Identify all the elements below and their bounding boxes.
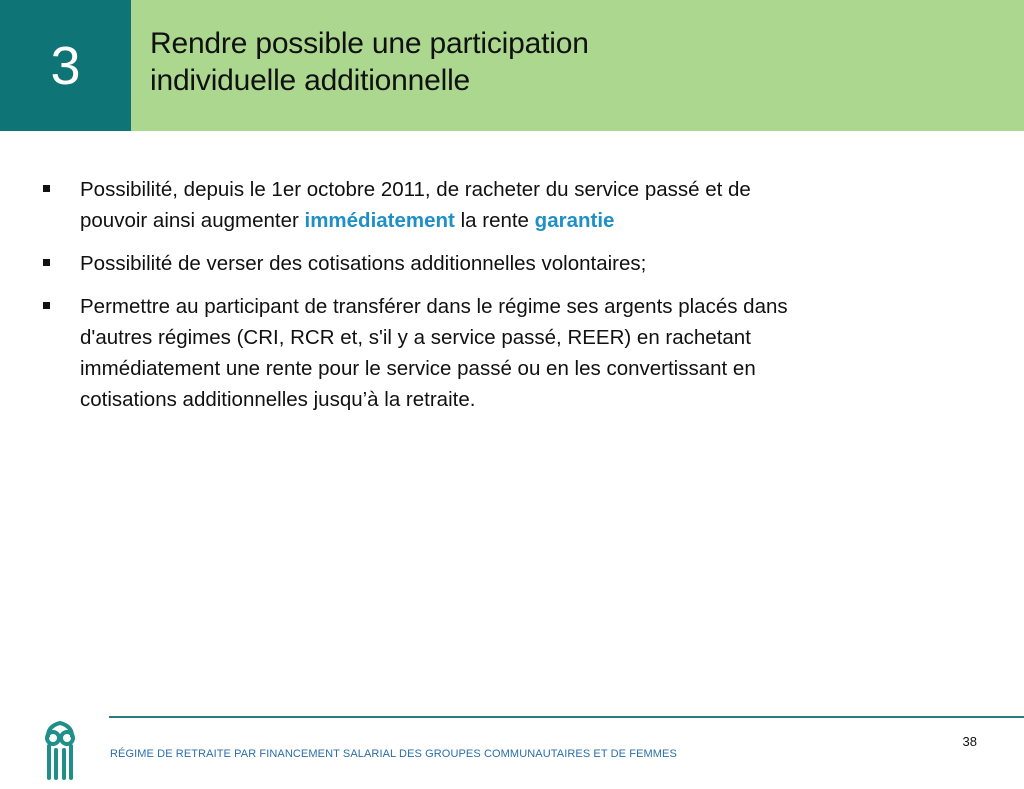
- section-number: 3: [50, 35, 81, 96]
- bullet-1-text-pre: pouvoir ainsi augmenter: [80, 209, 305, 232]
- bullet-1-line-1: Possibilité, depuis le 1er octobre 2011, de racheter du service passé et de: [80, 178, 751, 201]
- footer-divider: [109, 716, 1024, 718]
- bullet-2-text: Possibilité de verser des cotisations additionnelles volontaires;: [80, 252, 647, 275]
- bullet-3-line-1: Permettre au participant de transférer dans le régime ses argents placés dans: [80, 295, 788, 318]
- slide-title-line-2: individuelle additionnelle: [150, 64, 471, 97]
- section-number-box: [0, 0, 131, 131]
- square-bullet-icon: [43, 185, 50, 192]
- square-bullet-icon: [43, 302, 50, 309]
- bullet-item-2: [42, 248, 992, 279]
- bullet-3-line-4: cotisations additionnelles jusqu’à la retraite.: [80, 388, 476, 411]
- organization-logo-icon: [40, 720, 80, 782]
- bullet-item-3: [42, 291, 992, 415]
- bullet-1-line-2: [80, 205, 992, 236]
- bullet-list: [42, 174, 992, 427]
- bullet-3-line-3: immédiatement une rente pour le service passé ou en les convertissant en: [80, 357, 756, 380]
- bullet-3-line-2: d'autres régimes (CRI, RCR et, s'il y a service passé, REER) en rachetant: [80, 326, 751, 349]
- footer-organization-name: RÉGIME DE RETRAITE PAR FINANCEMENT SALARIAL DES GROUPES COMMUNAUTAIRES ET DE FEMMES: [110, 748, 677, 760]
- highlight-immediatement: immédiatement: [304, 209, 455, 232]
- square-bullet-icon: [43, 259, 50, 266]
- slide-title: [150, 25, 910, 99]
- page-number: 38: [962, 734, 977, 749]
- highlight-garantie: garantie: [534, 209, 615, 232]
- title-band: [131, 0, 1024, 131]
- bullet-item-1: [42, 174, 992, 236]
- bullet-1-text-mid: la rente: [454, 209, 535, 232]
- slide-title-line-1: Rendre possible une participation: [150, 27, 589, 60]
